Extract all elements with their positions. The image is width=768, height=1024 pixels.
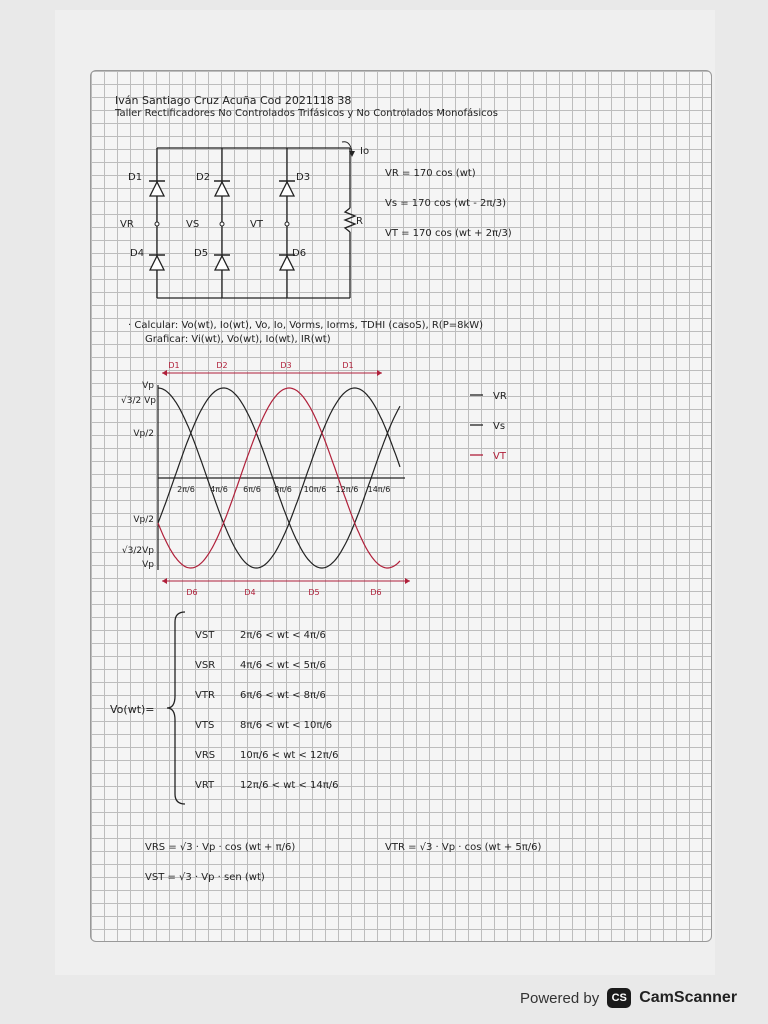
powered-by-text: Powered by [520,989,600,1007]
graph-instructions: Graficar: Vi(wt), Vo(wt), Io(wt), IR(wt) [145,334,331,345]
label-r: R [356,216,363,227]
bottom-diode-3: D5 [308,588,320,597]
bottom-diode-1: D6 [186,588,198,597]
vo-row-2-v: VSR [195,660,216,671]
legend-vs: Vs [493,421,506,432]
top-diode-3: D3 [280,361,292,370]
arrow-head-4 [405,578,410,584]
eq-vtr: VTR = √3 · Vp · cos (wt + 5π/6) [385,842,542,853]
diode-d3 [280,182,294,196]
vo-row-3-v: VTR [195,690,215,701]
vo-row-5-range: 10π/6 < wt < 12π/6 [240,750,339,761]
vo-row-1-v: VST [195,630,215,641]
eq-vt: VT = 170 cos (wt + 2π/3) [385,228,512,239]
diode-d2 [215,182,229,196]
xtick-6pi6: 6π/6 [243,485,261,494]
vo-row-5-v: VRS [195,750,216,761]
vo-label: Vo(wt)= [110,703,155,716]
label-io: Io [360,146,370,157]
eq-vs: Vs = 170 cos (wt - 2π/3) [385,198,507,209]
diode-d4 [150,256,164,270]
eq-vr: VR = 170 cos (wt) [385,168,476,179]
label-vs: VS [186,219,200,230]
xtick-8pi6: 8π/6 [274,485,292,494]
vo-row-4-range: 8π/6 < wt < 10π/6 [240,720,333,731]
label-d5: D5 [194,248,209,259]
arrow-head-1 [162,370,167,376]
label-vr: VR [120,219,134,230]
vo-row-3-range: 6π/6 < wt < 8π/6 [240,690,326,701]
xtick-12pi6: 12π/6 [335,485,359,494]
label-d2: D2 [196,172,211,183]
rectifier-circuit [110,130,380,305]
label-d1: D1 [128,172,143,183]
top-diode-4: D1 [342,361,354,370]
camscanner-logo-icon: CS [607,988,631,1008]
load-resistor [345,208,355,232]
vo-row-6-range: 12π/6 < wt < 14π/6 [240,780,339,791]
vo-brace [165,608,187,808]
waveform-plot [100,355,420,600]
top-diode-2: D2 [216,361,228,370]
label-vt: VT [250,219,263,230]
ylabel-vp-bottom: Vp [142,560,154,570]
eq-vrs: VRS = √3 · Vp · cos (wt + π/6) [145,842,296,853]
vo-row-1-range: 2π/6 < wt < 4π/6 [240,630,326,641]
waveform-legend [465,385,545,470]
header-name: Iván Santiago Cruz Acuña Cod 2021118 38 [115,94,352,107]
vo-row-6-v: VRT [195,780,215,791]
top-diode-1: D1 [168,361,180,370]
legend-vt: VT [493,451,506,462]
legend-vr: VR [493,391,507,402]
calc-instructions: · Calcular: Vo(wt), Io(wt), Vo, Io, Vorms, Iorms, TDHI (casoS), R(P=8kW) [128,320,484,331]
ylabel-vp2-top: Vp/2 [133,429,154,439]
ylabel-sqrt3-bottom: √3/2Vp [121,546,154,556]
xtick-14pi6: 14π/6 [367,485,391,494]
label-d6: D6 [292,248,307,259]
diode-d1 [150,182,164,196]
label-d3: D3 [296,172,311,183]
arrow-head-3 [162,578,167,584]
bottom-diode-2: D4 [244,588,256,597]
xtick-4pi6: 4π/6 [210,485,228,494]
ylabel-vp2-bottom: Vp/2 [133,515,154,525]
xtick-10pi6: 10π/6 [303,485,327,494]
arrow-head-2 [377,370,382,376]
vo-row-4-v: VTS [195,720,215,731]
ylabel-vp-top: Vp [142,381,154,391]
camscanner-brand: CamScanner [639,989,738,1006]
camscanner-footer [520,984,760,1012]
header-title: Taller Rectificadores No Controlados Trifásicos y No Controlados Monofásicos [115,108,498,119]
label-d4: D4 [130,248,145,259]
bottom-diode-4: D6 [370,588,382,597]
ylabel-sqrt3-top: √3/2 Vp [121,396,156,406]
eq-vst: VST = √3 · Vp · sen (wt) [145,872,265,883]
xtick-2pi6: 2π/6 [177,485,195,494]
vo-row-2-range: 4π/6 < wt < 5π/6 [240,660,326,671]
diode-d5 [215,256,229,270]
